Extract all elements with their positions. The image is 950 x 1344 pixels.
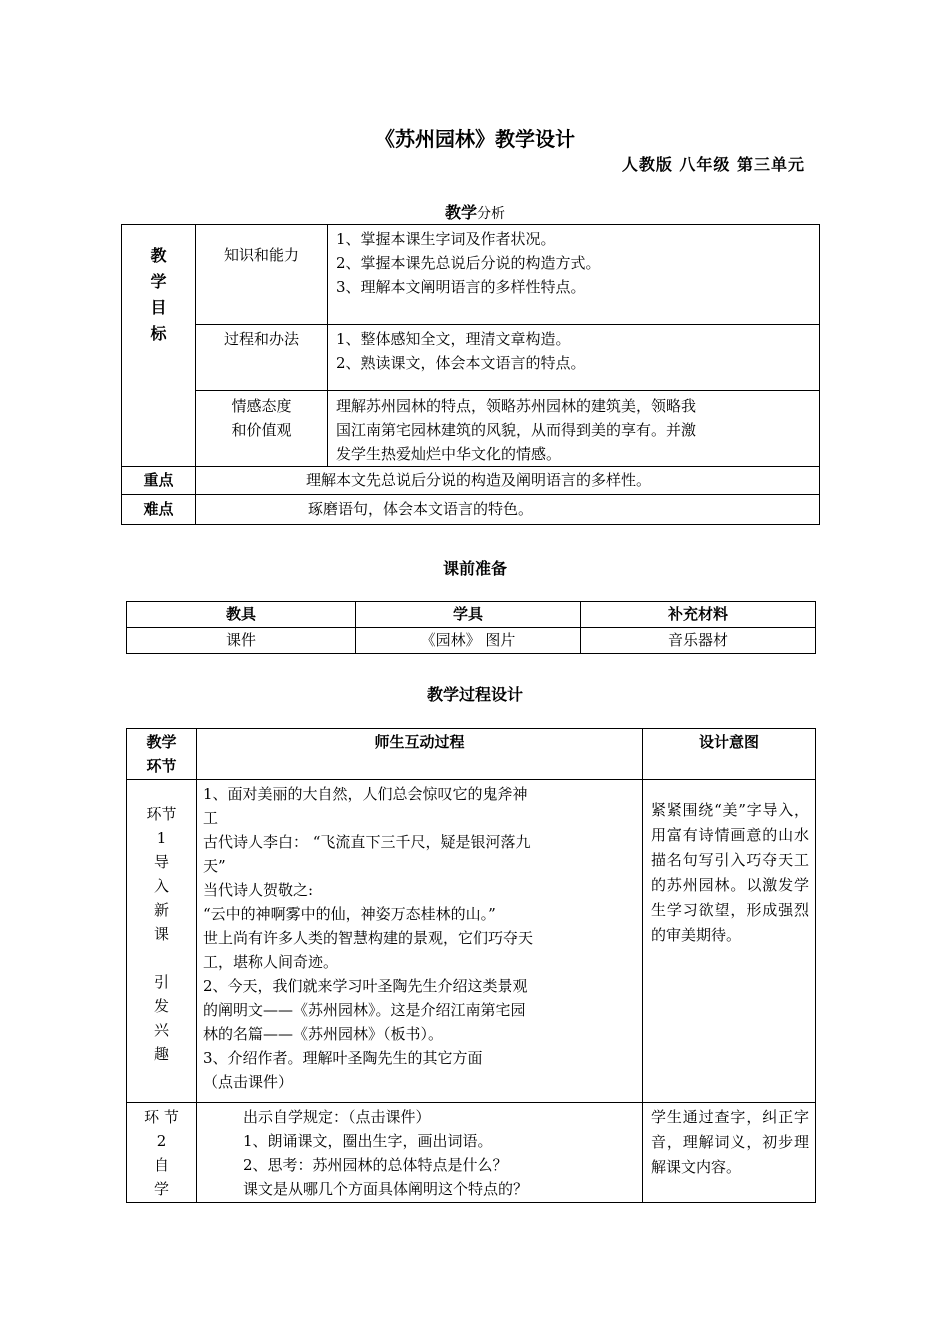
interaction-line: 3、介绍作者。理解叶圣陶先生的其它方面 — [203, 1049, 483, 1067]
analysis-table — [121, 224, 820, 525]
stage-2-label — [127, 1103, 197, 1203]
knowledge-content — [328, 225, 820, 325]
stage-1-line — [127, 946, 196, 970]
stage-1-line: 兴 — [153, 1021, 169, 1039]
process-method-label: 过程和办法 — [196, 325, 328, 391]
interaction-line: 的阐明文——《苏州园林》。这是介绍江南第宅园 — [203, 1001, 526, 1019]
stage-2-line: 学 — [153, 1180, 169, 1198]
process-table — [126, 728, 816, 1203]
prep-header-student: 学具 — [356, 602, 581, 628]
stage-1-line: 入 — [153, 877, 169, 895]
prep-value-teacher: 课件 — [127, 628, 356, 654]
prep-heading: 课前准备 — [442, 559, 507, 578]
analysis-heading-rest: 分析 — [477, 206, 505, 222]
emotion-label-line: 和价值观 — [231, 421, 292, 439]
interaction-line: 工 — [203, 809, 219, 827]
key-point-label: 重点 — [122, 467, 196, 495]
goal-line: 2、熟读课文，体会本文语言的特点。 — [336, 354, 586, 372]
interaction-line: 2、思考：苏州园林的总体特点是什么？ — [243, 1156, 508, 1174]
stage-1-line: 发 — [153, 997, 169, 1015]
stage-1-interaction — [197, 780, 643, 1103]
interaction-line: 天” — [203, 857, 226, 875]
stage-1-line: 环节 — [146, 805, 177, 823]
stage-1-label — [127, 780, 197, 1103]
stage-1-intent: 紧紧围绕“美”字导入，用富有诗情画意的山水描名句写引入巧夺天工的苏州园林。以激发学生学习欲望，形成强烈的审美期待。 — [643, 780, 816, 1103]
interaction-line: 出示自学规定：（点击课件） — [243, 1108, 431, 1126]
prep-header-teacher: 教具 — [127, 602, 356, 628]
stage-2-interaction — [197, 1103, 643, 1203]
analysis-heading — [0, 200, 950, 223]
interaction-line: 2、今天，我们就来学习叶圣陶先生介绍这类景观 — [203, 977, 528, 995]
stage-header-line: 教学 — [146, 733, 177, 751]
goal-line: 发学生热爱灿烂中华文化的情感。 — [336, 445, 562, 463]
difficult-point-label: 难点 — [122, 495, 196, 525]
process-header-interaction: 师生互动过程 — [197, 729, 643, 780]
interaction-line: 林的名篇——《苏州园林》（板书）。 — [203, 1025, 444, 1043]
process-heading: 教学过程设计 — [426, 685, 523, 704]
stage-1-line: 导 — [153, 853, 169, 871]
interaction-line: （点击课件） — [203, 1073, 294, 1091]
interaction-line: 古代诗人李白： “飞流直下三千尺，疑是银河落九 — [203, 833, 531, 851]
stage-2-line: 环 节 — [144, 1108, 179, 1126]
emotion-content — [328, 391, 820, 467]
goal-line: 理解苏州园林的特点，领略苏州园林的建筑美，领略我 — [336, 397, 697, 415]
stage-header-line: 环节 — [146, 757, 177, 775]
interaction-line: 1、面对美丽的大自然，人们总会惊叹它的鬼斧神 — [203, 785, 528, 803]
interaction-line: 1、朗诵课文，圈出生字，画出词语。 — [243, 1132, 493, 1150]
goal-label-char: 学 — [150, 272, 167, 291]
emotion-label — [196, 391, 328, 467]
document-subtitle: 人教版 八年级 第三单元 — [621, 155, 805, 174]
interaction-line: 课文是从哪几个方面具体阐明这个特点的？ — [243, 1180, 529, 1198]
goal-line: 国江南第宅园林建筑的风貌，从而得到美的享有。并激 — [336, 421, 697, 439]
stage-2-line: 自 — [153, 1156, 169, 1174]
prep-value-material: 音乐器材 — [581, 628, 816, 654]
stage-1-line: 1 — [156, 829, 167, 847]
prep-table — [126, 601, 816, 654]
stage-1-line: 引 — [153, 973, 169, 991]
goal-label-char: 教 — [150, 246, 167, 265]
prep-value-student: 《园林》 图片 — [356, 628, 581, 654]
difficult-point-text: 琢磨语句，体会本文语言的特色。 — [196, 495, 820, 525]
interaction-line: “云中的神啊雾中的仙，神姿万态桂林的山。” — [203, 905, 496, 923]
prep-header-material: 补充材料 — [581, 602, 816, 628]
stage-2-intent: 学生通过查字，纠正字音，理解词义，初步理解课文内容。 — [643, 1103, 816, 1203]
document-title: 《苏州园林》教学设计 — [375, 127, 575, 151]
goal-line: 1、整体感知全文，理清文章构造。 — [336, 330, 571, 348]
stage-1-line: 课 — [153, 925, 169, 943]
stage-2-line: 2 — [156, 1132, 167, 1150]
process-method-content — [328, 325, 820, 391]
interaction-line: 当代诗人贺敬之: — [203, 881, 314, 899]
goal-label-char: 标 — [150, 324, 167, 343]
process-header-stage — [127, 729, 197, 780]
stage-1-line: 新 — [153, 901, 169, 919]
stage-1-line: 趣 — [153, 1045, 169, 1063]
goal-line: 1、掌握本课生字词及作者状况。 — [336, 230, 556, 248]
knowledge-label: 知识和能力 — [196, 225, 328, 325]
interaction-line: 工，堪称人间奇迹。 — [203, 953, 339, 971]
analysis-heading-bold: 教学 — [444, 203, 477, 222]
process-header-intent: 设计意图 — [643, 729, 816, 780]
goal-line: 2、掌握本课先总说后分说的构造方式。 — [336, 254, 601, 272]
goal-label — [122, 225, 196, 467]
interaction-line: 世上尚有许多人类的智慧构建的景观，它们巧夺天 — [203, 929, 534, 947]
emotion-label-line: 情感态度 — [231, 397, 292, 415]
key-point-text: 理解本文先总说后分说的构造及阐明语言的多样性。 — [196, 467, 820, 495]
goal-label-char: 目 — [150, 298, 167, 317]
goal-line: 3、理解本文阐明语言的多样性特点。 — [336, 278, 586, 296]
